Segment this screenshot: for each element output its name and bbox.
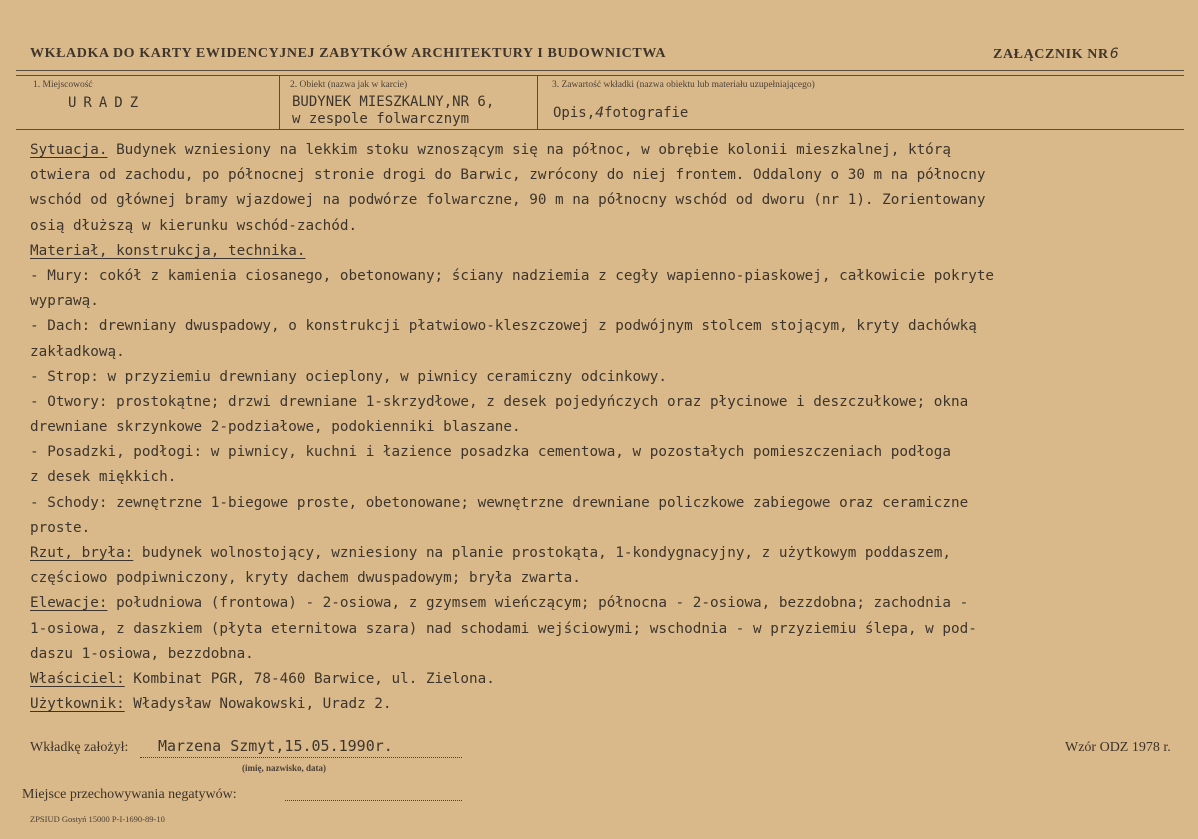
openings-line-2: drewniane skrzynkowe 2-podziałowe, podokienniki blaszane. [30,419,521,436]
form-title: WKŁADKA DO KARTY EWIDENCYJNEJ ZABYTKÓW ARCHITEKTURY I BUDOWNICTWA [30,46,667,61]
elevation-line-2: 1-osiowa, z daszkiem (płyta eternitowa szara) nad schodami wejściowymi; wschodnia - w przyziemiu ślepa, w pod- [30,620,977,637]
storage-dotted-line [285,800,462,801]
elevation-text-1: południowa (frontowa) - 2-osiowa, z gzymsem wieńczącym; północna - 2-osiowa, bezzdobna; zachodnia - [107,595,969,612]
owner-heading: Właściciel: [30,670,125,687]
plan-line-1 [30,541,1190,566]
material-heading: Materiał, konstrukcja, technika. [30,242,306,259]
content-value-number: 4 [595,105,605,121]
author-dotted-line [140,757,462,758]
situation-text-1: Budynek wzniesiony na lekkim stoku wznoszącym się na północ, w obrębie kolonii mieszkalnej, którą [107,142,951,158]
situation-line-4: osią dłuższą w kierunku wschód-zachód. [30,217,358,234]
annex-label-text: ZAŁĄCZNIK NR [993,47,1109,62]
annex-label [993,46,1119,63]
fields-bottom-rule [16,129,1184,130]
walls-line-2: wyprawą. [30,293,99,310]
situation-line-2: otwiera od zachodu, po północnej stronie drogi do Barwic, zwrócony do niej frontem. Oddalony o 30 m na północny [30,167,986,184]
stairs-line-2: proste. [30,519,91,536]
place-value: URADZ [68,95,146,111]
elevation-heading: Elewacje: [30,595,108,612]
openings-line-1: - Otwory: prostokątne; drzwi drewniane 1-skrzydłowe, z desek pojedyńczych oraz płycinowe i deszczułkowe; okna [30,393,969,410]
field-divider-2 [537,75,538,129]
form-id: Wzór ODZ 1978 r. [1065,740,1171,755]
plan-line-2: częściowo podpiwniczony, kryty dachem dwuspadowym; bryła zwarta. [30,570,581,587]
object-value-line1: BUDYNEK MIESZKALNY,NR 6, [292,94,495,110]
floors-line-1: - Posadzki, podłogi: w piwnicy, kuchni i łazience posadzka cementowa, w pozostałych pomieszczeniach podłoga [30,444,951,461]
author-value: Marzena Szmyt,15.05.1990r. [158,737,393,755]
author-label: Wkładkę założył: [30,740,129,755]
ceiling-line-1: - Strop: w przyziemiu drewniany ocieplony, w piwnicy ceramiczny odcinkowy. [30,368,667,385]
stairs-line-1: - Schody: zewnętrzne 1-biegowe proste, obetonowane; wewnętrzne drewniane policzkowe zabiegowe oraz ceramiczne [30,494,969,511]
content-value [553,105,688,121]
plan-heading: Rzut, bryła: [30,545,134,561]
owner-line [30,667,1190,692]
object-value [292,94,494,128]
situation-line-3: wschód od głównej bramy wjazdowej na podwórze folwarczne, 90 m na północny wschód od dworu (nr 1). Zorientowany [30,192,986,209]
author-caption: (imię, nazwisko, data) [242,763,326,773]
user-heading: Użytkownik: [30,696,125,713]
printer-note: ZPSIUD Gostyń 15000 P-I-1690-89-10 [30,814,165,824]
walls-line-1: - Mury: cokół z kamienia ciosanego, obetonowany; ściany nadziemia z cegły wapienno-piaskowej, całkowicie pokryte [30,267,995,284]
roof-line-2: zakładkową. [30,343,125,360]
place-label: 1. Miejscowość [33,80,93,90]
content-value-prefix: Opis, [553,105,596,121]
object-label: 2. Obiekt (nazwa jak w karcie) [290,80,408,90]
elevation-line-1 [30,591,1190,616]
description-body [30,138,1190,717]
top-rule-inner [16,75,1184,76]
user-line [30,692,1190,717]
elevation-line-3: daszu 1-osiowa, bezzdobna. [30,645,254,662]
field-divider-1 [279,75,280,129]
content-label: 3. Zawartość wkładki (nazwa obiektu lub materiału uzupełniającego) [552,80,815,90]
user-text: Władysław Nowakowski, Uradz 2. [124,696,392,713]
floors-line-2: z desek miękkich. [30,469,177,486]
situation-line-1 [30,138,1190,163]
annex-number: 6 [1109,46,1120,62]
content-value-suffix: fotografie [604,105,689,121]
top-rule [16,70,1184,71]
storage-label: Miejsce przechowywania negatywów: [22,787,237,802]
owner-text: Kombinat PGR, 78-460 Barwice, ul. Zielona. [124,670,495,687]
material-heading-line [30,239,1190,264]
situation-heading: Sytuacja. [30,142,108,158]
roof-line-1: - Dach: drewniany dwuspadowy, o konstrukcji płatwiowo-kleszczowej z podwójnym stolcem stojącym, kryty dachówką [30,318,977,335]
object-value-line2: w zespole folwarcznym [292,111,470,127]
plan-text-1: budynek wolnostojący, wzniesiony na planie prostokąta, 1-kondygnacyjny, z użytkowym poddaszem, [133,545,952,561]
